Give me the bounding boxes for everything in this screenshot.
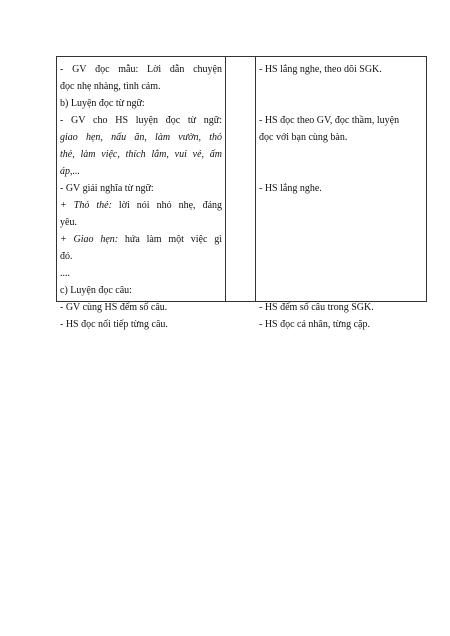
text-line: - HS đếm số câu trong SGK. [259,302,374,313]
text-line: - GV cho HS luyện đọc từ ngữ: [60,115,222,126]
text-line: yêu. [60,217,77,228]
section-heading: b) Luyện đọc từ ngữ: [60,98,145,109]
text-line: đọc với bạn cùng bàn. [259,132,348,143]
definition-line [60,197,222,214]
text-line: - GV đọc mẫu: Lời dẫn chuyện [60,64,222,75]
lesson-table [56,56,427,330]
text-line: - HS đọc nối tiếp từng câu. [60,319,168,330]
column-divider [225,57,226,301]
ellipsis-line: .... [60,268,70,279]
text-line: - HS lắng nghe. [259,183,322,194]
section-heading: c) Luyện đọc câu: [60,285,132,296]
text-line: - HS đọc theo GV, đọc thầm, luyện [259,115,400,126]
vocabulary-line: thẻ, làm việc, thích lắm, vui vẻ, ấm [60,149,222,160]
vocabulary-line: giao hẹn, nấu ăn, làm vườn, thỏ [60,132,222,143]
text-line: đọc nhẹ nhàng, tình cảm. [60,81,161,92]
student-activities-cell [259,61,425,333]
definition-line [60,231,222,248]
definition-text: hứa làm một việc gì [118,234,222,245]
text-line: - GV giải nghĩa từ ngữ: [60,183,154,194]
text-line: - HS đọc cá nhân, từng cặp. [259,319,370,330]
column-divider [255,57,256,301]
text-line: - HS lắng nghe, theo dõi SGK. [259,64,382,75]
text-line: - GV cùng HS đếm số câu. [60,302,168,313]
definition-text: lời nói nhỏ nhẹ, đáng [111,200,223,211]
definition-term: + Thỏ thẻ: [60,200,112,211]
teacher-activities-cell [60,61,222,333]
text-line: đó. [60,251,73,262]
vocabulary-line: áp,... [60,166,80,177]
definition-term: + Giao hẹn: [60,234,119,245]
